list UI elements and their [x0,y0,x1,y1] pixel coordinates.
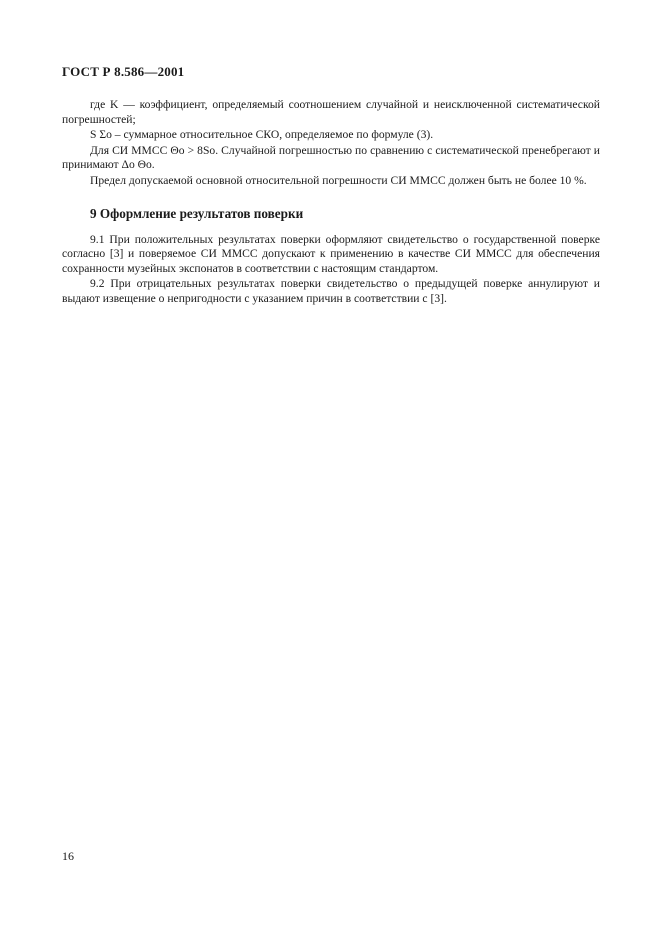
paragraph-random-error: Для СИ ММСС Θо > 8Sо. Случайной погрешностью по сравнению с систематической пренебрегают и принимают Δо Θо. [62,143,600,172]
section-heading: 9 Оформление результатов поверки [90,205,304,221]
page-content [62,98,600,307]
paragraph-k-definition: где K — коэффициент, определяемый соотношением случайной и неисключенной систематической погрешностей; [62,98,600,126]
page-number: 16 [62,849,74,863]
paragraph-error-limit: Предел допускаемой основной относительной погрешности СИ ММСС должен быть не более 10 %. [90,173,587,187]
paragraph-sko-definition: S Σо – суммарное относительное СКО, определяемое по формуле (3). [90,128,434,142]
document-header: ГОСТ Р 8.586—2001 [62,64,185,79]
paragraph-9-2: 9.2 При отрицательных результатах поверки свидетельство о предыдущей поверке аннулируют и выдают извещение о непригодности с указанием причин в соответствии с [3]. [62,277,600,305]
paragraph-9-1: 9.1 При положительных результатах поверки оформляют свидетельство о государственной поверке согласно [3] и поверяемое СИ ММСС допускают к применению в качестве СИ ММСС для обеспечения сохранности музейных экспонатов в соответствии с настоящим стандартом. [62,232,600,275]
